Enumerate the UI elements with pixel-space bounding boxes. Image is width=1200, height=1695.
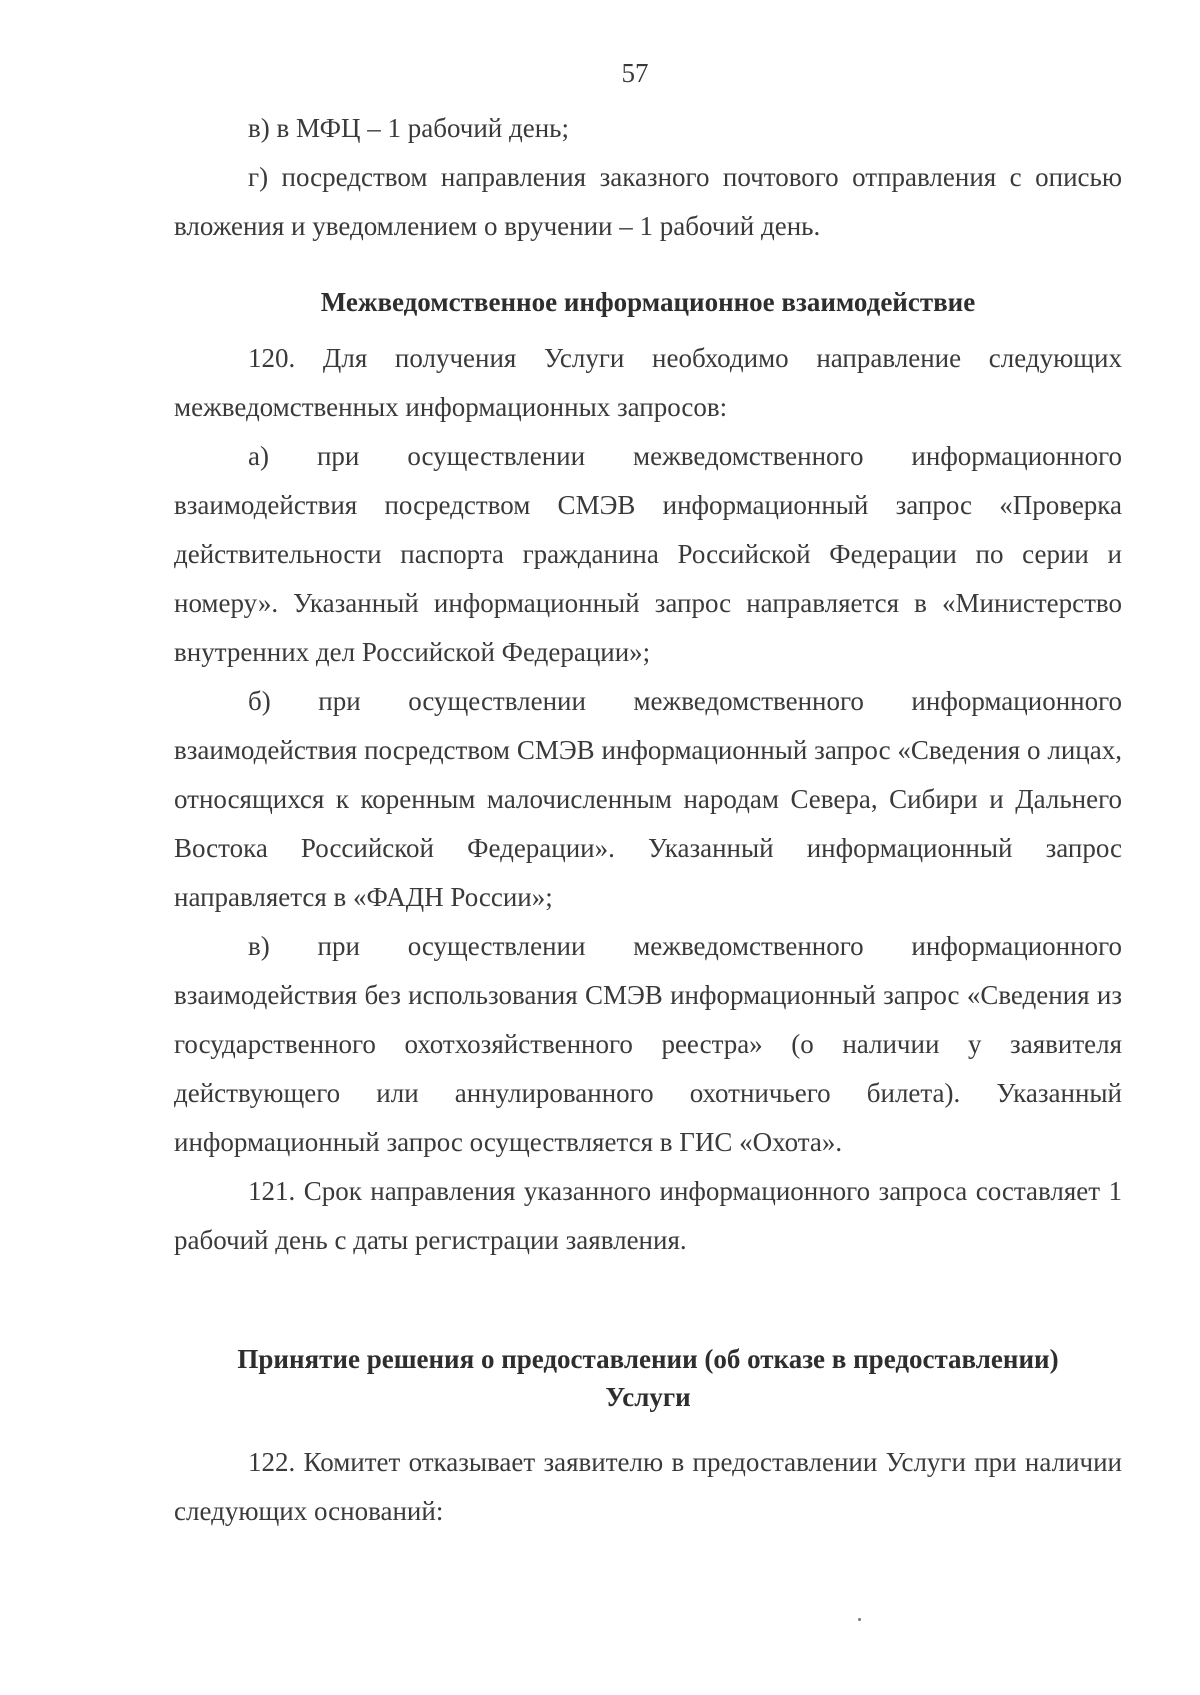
- page-number: 57: [621, 58, 649, 88]
- paragraph-121: 121. Срок направления указанного информационного запроса составляет 1 рабочий день с даты регистрации заявления.: [174, 1176, 1122, 1255]
- item-g-post: г) посредством направления заказного почтового отправления с описью вложения и уведомлением о вручении – 1 рабочий день.: [174, 162, 1122, 241]
- paragraph-120-v: в) при осуществлении межведомственного информационного взаимодействия без использования СМЭВ информационный запрос «Сведения из государственного охотхозяйственного реестра» (о наличии у заявителя действующего или аннулированного охотничьего билета). Указанный информационный запрос осуществляется в ГИС «Охота».: [174, 931, 1122, 1157]
- section-heading-decision-line1: Принятие решения о предоставлении (об отказе в предоставлении): [237, 1344, 1059, 1374]
- section-interagency-body: [174, 334, 1122, 1265]
- paragraph-122: 122. Комитет отказывает заявителю в предоставлении Услуги при наличии следующих оснований:: [174, 1447, 1122, 1526]
- paragraph-120-a: а) при осуществлении межведомственного информационного взаимодействия посредством СМЭВ информационный запрос «Проверка действительности паспорта гражданина Российской Федерации по серии и номеру». Указанный информационный запрос направляется в «Министерство внутренних дел Российской Федерации»;: [174, 441, 1122, 667]
- section-heading-interagency: Межведомственное информационное взаимодействие: [320, 287, 976, 317]
- item-v-mfc: в) в МФЦ – 1 рабочий день;: [248, 113, 569, 143]
- paragraph-120: 120. Для получения Услуги необходимо направление следующих межведомственных информационных запросов:: [174, 343, 1122, 422]
- section-decision-body: [174, 1438, 1122, 1536]
- scan-speck: [858, 1618, 861, 1621]
- list-continuation: [174, 104, 1122, 251]
- paragraph-120-b: б) при осуществлении межведомственного информационного взаимодействия посредством СМЭВ информационный запрос «Сведения о лицах, относящихся к коренным малочисленным народам Севера, Сибири и Дальнего Востока Российской Федерации». Указанный информационный запрос направляется в «ФАДН России»;: [174, 686, 1122, 912]
- section-heading-decision: [174, 1340, 1122, 1416]
- section-heading-decision-line2: Услуги: [605, 1382, 691, 1412]
